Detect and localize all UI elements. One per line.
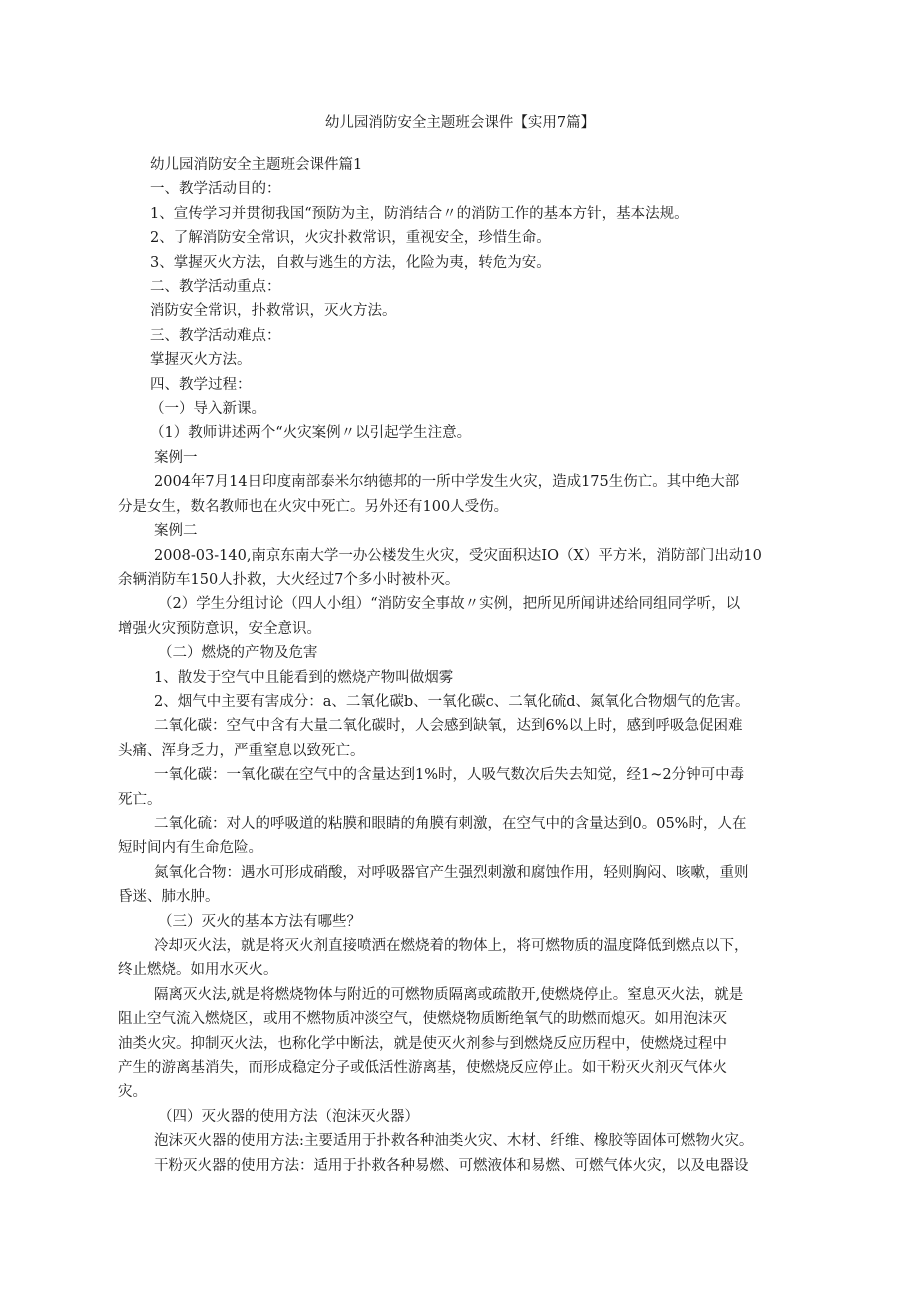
text-line: 二氧化硫：对人的呼吸道的粘膜和眼睛的角膜有刺激，在空气中的含量达到0。05%时，人在 bbox=[154, 815, 747, 832]
text-line: 产生的游离基消失，而形成稳定分子或低活性游离基，使燃烧反应停止。如干粉灭火剂灭气体火 bbox=[118, 1060, 727, 1077]
text-line: 增强火灾预防意识，安全意识。 bbox=[118, 620, 321, 637]
text-line: 消防安全常识，扑救常识，灭火方法。 bbox=[150, 303, 397, 320]
section-heading: （四）灭火器的使用方法（泡沫灭火器） bbox=[158, 1108, 419, 1125]
text-line: 2008-03-140,南京东南大学一办公楼发生火灾，受灾面积达IO（X）平方米，消防部门出动10 bbox=[154, 547, 762, 564]
text-line: 案例一 bbox=[154, 449, 198, 466]
text-line: 2、烟气中主要有害成分：a、二氧化碳b、一氧化碳c、二氧化硫d、氮氧化合物烟气的危害。 bbox=[154, 693, 750, 710]
text-line: 昏迷、肺水肿。 bbox=[118, 889, 220, 906]
text-line: 四、教学过程： bbox=[150, 376, 252, 393]
text-line: 1、宣传学习并贯彻我国“预防为主，防消结合〃的消防工作的基本方针，基本法规。 bbox=[150, 205, 689, 222]
text-line: （一）导入新课。 bbox=[150, 401, 266, 418]
section-heading: （三）灭火的基本方法有哪些？ bbox=[158, 913, 361, 930]
text-line: 分是女生，数名教师也在火灾中死亡。另外还有100人受伤。 bbox=[118, 498, 509, 515]
document-body bbox=[118, 153, 790, 1178]
text-line: 1、散发于空气中且能看到的燃烧产物叫做烟雾 bbox=[154, 669, 454, 686]
text-line: 灾。 bbox=[118, 1084, 147, 1101]
text-line: 2、了解消防安全常识，火灾扑救常识，重视安全，珍惜生命。 bbox=[150, 230, 551, 247]
text-line: 掌握灭火方法。 bbox=[150, 352, 252, 369]
text-line: 二氧化碳：空气中含有大量二氧化碳时，人会感到缺氧，达到6%以上时，感到呼吸急促困难 bbox=[154, 718, 743, 735]
section-heading: （二）燃烧的产物及危害 bbox=[158, 645, 318, 662]
text-line: 余辆消防车150人扑救，大火经过7个多小时被朴灭。 bbox=[118, 571, 460, 588]
section-heading: 幼儿园消防安全主题班会课件篇1 bbox=[150, 157, 363, 173]
text-line: 泡沫灭火器的使用方法:主要适用于扑救各种油类火灾、木材、纤维、橡胶等固体可燃物火灾。 bbox=[154, 1133, 754, 1150]
text-line: 2004年7月14日印度南部泰米尔纳德邦的一所中学发生火灾，造成175生伤亡。其中绝大部 bbox=[154, 474, 740, 491]
text-line: 死亡。 bbox=[118, 791, 162, 808]
text-line: 油类火灾。抑制灭火法，也称化学中断法，就是使灭火剂参与到燃烧反应历程中，使燃烧过程中 bbox=[118, 1035, 727, 1052]
text-line: 三、教学活动难点： bbox=[150, 327, 281, 344]
text-line: 冷却灭火法，就是将灭火剂直接喷洒在燃烧着的物体上，将可燃物质的温度降低到燃点以下， bbox=[154, 938, 749, 954]
text-line: 二、教学活动重点： bbox=[150, 279, 281, 296]
text-line: 头痛、浑身乏力，严重窒息以致死亡。 bbox=[118, 742, 365, 759]
text-line: （2）学生分组讨论（四人小组）“消防安全事故〃实例，把所见所闻讲述给同组同学听，以 bbox=[158, 596, 741, 613]
text-line: 氮氧化合物：遇水可形成硝酸，对呼吸器官产生强烈刺激和腐蚀作用，轻则胸闷、咳嗽，重则 bbox=[154, 864, 749, 881]
text-line: 隔离灭火法,就是将燃烧物体与附近的可燃物质隔离或疏散开,使燃烧停止。窒息灭火法，就是 bbox=[154, 986, 744, 1003]
document-title: 幼儿园消防安全主题班会课件【实用7篇】 bbox=[324, 115, 596, 131]
text-line: 终止燃烧。如用水灭火。 bbox=[118, 962, 278, 979]
text-line: 干粉灭火器的使用方法：适用于扑救各种易燃、可燃液体和易燃、可燃气体火灾，以及电器设 bbox=[154, 1157, 749, 1174]
text-line: 一、教学活动目的： bbox=[150, 181, 281, 198]
text-line: 一氧化碳：一氧化碳在空气中的含量达到1%时，人吸气数次后失去知觉，经1~2分钟可中毒 bbox=[154, 767, 745, 784]
text-line: 案例二 bbox=[154, 523, 198, 540]
text-line: 阻止空气流入燃烧区，或用不燃物质冲淡空气，使燃烧物质断绝氧气的助燃而熄灭。如用泡沫灭 bbox=[118, 1011, 727, 1028]
text-line: 3、掌握灭火方法，自救与逃生的方法，化险为夷，转危为安。 bbox=[150, 254, 551, 271]
text-line: （1）教师讲述两个“火灾案例〃以引起学生注意。 bbox=[150, 425, 472, 442]
text-line: 短时间内有生命危险。 bbox=[118, 840, 263, 857]
